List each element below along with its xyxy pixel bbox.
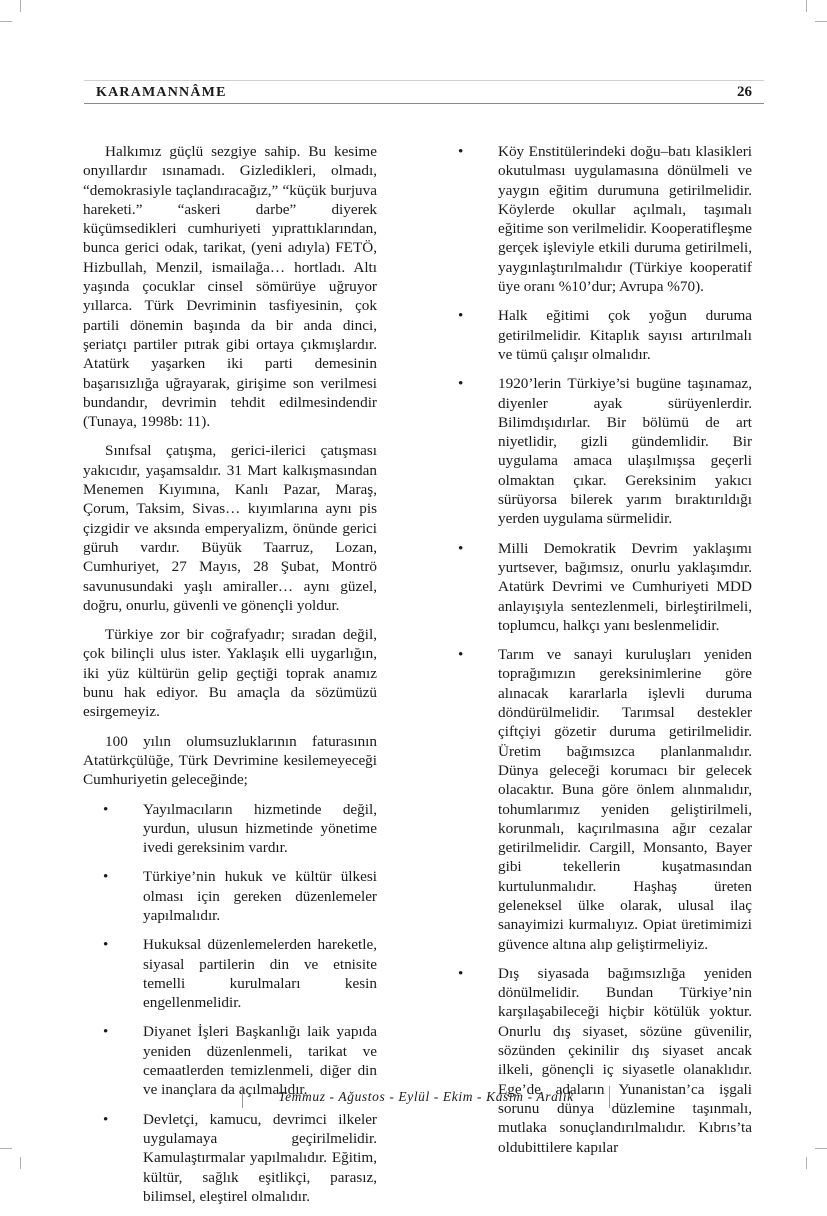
list-item: • Diyanet İşleri Başkanlığı laik yapıda yeniden düzenlenmeli, tarikat ve cemaatlerden temizlenmeli, diğer din ve inançlara da açılmalıdır. bbox=[103, 1023, 377, 1099]
crop-mark bbox=[0, 1148, 12, 1149]
list-item: • Köy Enstitülerindeki doğu–batı klasikleri okutulması uygulamasına dönülmeli ve yaygın eğitim durumuna getirilmelidir. Köylerde okullar açılmalı, taşımalı eğitime son verilmelidir. Kooperatifleşme gerçek işleviyle etkili duruma getirilmeli, yaygınlaştırılmalıdır (Türkiye kooperatif üye oranı %10’dur; Avrupa %70). bbox=[458, 143, 752, 296]
bullet-icon: • bbox=[458, 646, 464, 664]
list-item: • Yayılmacıların hizmetinde değil, yurdun, ulusun hizmetinde yönetime ivedi gereksinim vardır. bbox=[103, 800, 377, 857]
bullet-icon: • bbox=[103, 868, 109, 886]
list-item: • Hukuksal düzenlemelerden hareketle, siyasal partilerin din ve etnisite temelli kurulmaları kesin engellenmelidir. bbox=[103, 936, 377, 1012]
bullet-icon: • bbox=[103, 1110, 109, 1128]
bullet-icon: • bbox=[458, 964, 464, 982]
issue-months: Temmuz - Ağustos - Eylül - Ekim - Kasım - Aralık bbox=[278, 1089, 574, 1104]
crop-mark bbox=[815, 1148, 827, 1149]
list-item: • Türkiye’nin hukuk ve kültür ülkesi olması için gereken düzenlemeler yapılmalıdır. bbox=[103, 868, 377, 924]
paragraph: Sınıfsal çatışma, gerici-ilerici çatışması yakıcıdır, yaşamsaldır. 31 Mart kalkışmasından Menemen Kıyımına, Kanlı Pazar, Maraş, Çorum, Taksim, Sivas… kıyımlarına aynı pis çizgidir ve aksında emperyalizm, önünde gerici güruh vardır. Büyük Taarruz, Lozan, Cumhuriyet, 27 Mayıs, 28 Şubat, Montrö savunusundaki yaşlı amiraller… aynı güzel, doğru, onurlu, güvenli ve gönençli yoldur. bbox=[83, 442, 377, 614]
running-footer bbox=[242, 1086, 610, 1108]
list-item: • Devletçi, kamucu, devrimci ilkeler uygulamaya geçirilmelidir. Kamulaştırmalar yapılmalıdır. Eğitim, kültür, sağlık eşitlikçi, parasız, bilimsel, eleştirel olmalıdır. bbox=[103, 1110, 377, 1205]
left-column bbox=[83, 142, 377, 1216]
paragraph: Türkiye zor bir coğrafyadır; sıradan değil, çok bilinçli ulus ister. Yaklaşık elli uygarlığın, iki yüz kültürün gelip geçtiği toprak anamız bunu hak ediyor. Bu amaçla da sözümüzü esirgemeyiz. bbox=[83, 626, 377, 721]
crop-mark bbox=[20, 0, 21, 12]
crop-mark bbox=[806, 0, 807, 12]
journal-title: KARAMANNÂME bbox=[96, 85, 227, 100]
bullet-icon: • bbox=[458, 539, 464, 557]
bullet-list bbox=[103, 800, 377, 1207]
bullet-icon: • bbox=[458, 143, 464, 160]
bullet-list bbox=[458, 142, 752, 1157]
crop-mark bbox=[806, 1157, 807, 1169]
list-item: • Milli Demokratik Devrim yaklaşımı yurtsever, bağımsız, onurlu yaklaşımdır. Atatürk Devrimi ve Cumhuriyeti MDD anlayışıyla sentezlenmeli, birleştirilmeli, toplumcu, halkçı yanı beslenmelidir. bbox=[458, 539, 752, 634]
list-item: • Dış siyasada bağımsızlığa yeniden dönülmelidir. Bundan Türkiye’nin karşılaşabileceği hiçbir kötülük yoktur. Onurlu dış siyaset, sözüne güvenilir, sözünden çekinilir dış siyaset ancak ilkeli, gönençli iç siyasetle olanaklıdır. Ege’de adaların Yunanistan’ca işgali sorunu dünya düzlemine taşınmalı, mutlaka sonuçlandırılmalıdır. Kıbrıs’ta oldubittilere kapılar bbox=[458, 964, 752, 1156]
crop-mark bbox=[815, 21, 827, 22]
right-column bbox=[458, 142, 752, 1167]
page-number: 26 bbox=[737, 84, 752, 100]
bullet-icon: • bbox=[103, 936, 109, 954]
paragraph: 100 yılın olumsuzluklarının faturasının Atatürkçülüğe, Türk Devrimine kesilemeyeceği Cumhuriyetin geleceğinde; bbox=[83, 732, 377, 789]
list-item: • 1920’lerin Türkiye’si bugüne taşınamaz, diyenler ayak sürüyenlerdir. Bilimdışıdırlar. Bir bölümü de art niyetlidir, gizli gündemlidir. Bir uygulama amaca ulaşılmışsa geçerli olmaktan çıkar. Gereksinim yakıcı sürüyorsa bilerek yarım bıraktırıldığı yerden uygulama sürmelidir. bbox=[458, 375, 752, 528]
list-item: • Tarım ve sanayi kuruluşları yeniden toprağımızın gereksinimlerine göre alınacak kararlarla işlevli duruma döndürülmelidir. Tarımsal destekler çiftçiyi gözetir duruma getirilmelidir. Üretim bağımsızca planlanmalıdır. Dünya geleceği korumacı bir gelecek olacaktır. Buna göre önlem alınmalıdır, tohumlarımız yeniden geliştirilmeli, korunmalı, kaçırılmasına ağır cezalar getirilmelidir. Cargill, Monsanto, Bayer gibi tekellerin kuşatmasından kurtulunmalıdır. Haşhaş üreten geleneksel ülke olarak, ulusal ilaç sanayimizi kurmalıyız. Opiat üretimimizi güvence altına alıp geliştirmeliyiz. bbox=[458, 646, 752, 953]
running-header bbox=[84, 80, 764, 104]
crop-mark bbox=[0, 21, 12, 22]
list-item: • Halk eğitimi çok yoğun duruma getirilmelidir. Kitaplık sayısı artırılmalı ve tümü çalışır olmalıdır. bbox=[458, 307, 752, 363]
crop-mark bbox=[20, 1157, 21, 1169]
bullet-icon: • bbox=[103, 1023, 109, 1041]
bullet-icon: • bbox=[458, 307, 464, 325]
paragraph: Halkımız güçlü sezgiye sahip. Bu kesime onyıllardır ısınamadı. Gizledikleri, olmadı, “demokrasiyle taçlandıracağız,” “küçük burjuva hareketi.” “askeri darbe” diyerek küçümsedikleri cumhuriyeti yıprattıklarından, bunca gerici odak, tarikat, (yeni adıyla) FETÖ, Hizbullah, Menzil, ismailağa… hortladı. Altı yaşında çocuklar cinsel sömürüye uğruyor yıllarca. Türk Devriminin tasfiyesinin, çok partili dönemin başında da bir anda dinci, şeriatçı partiler pıtrak gibi ortaya çıkmışlardır. Atatürk yaşarken iki parti demesinin başarısızlığa uğrayarak, girişime son verilmesi bundandır, devrimin tehdit edilmesindendir (Tunaya, 1998b: 11). bbox=[83, 143, 377, 431]
bullet-icon: • bbox=[458, 375, 464, 393]
bullet-icon: • bbox=[103, 800, 109, 818]
